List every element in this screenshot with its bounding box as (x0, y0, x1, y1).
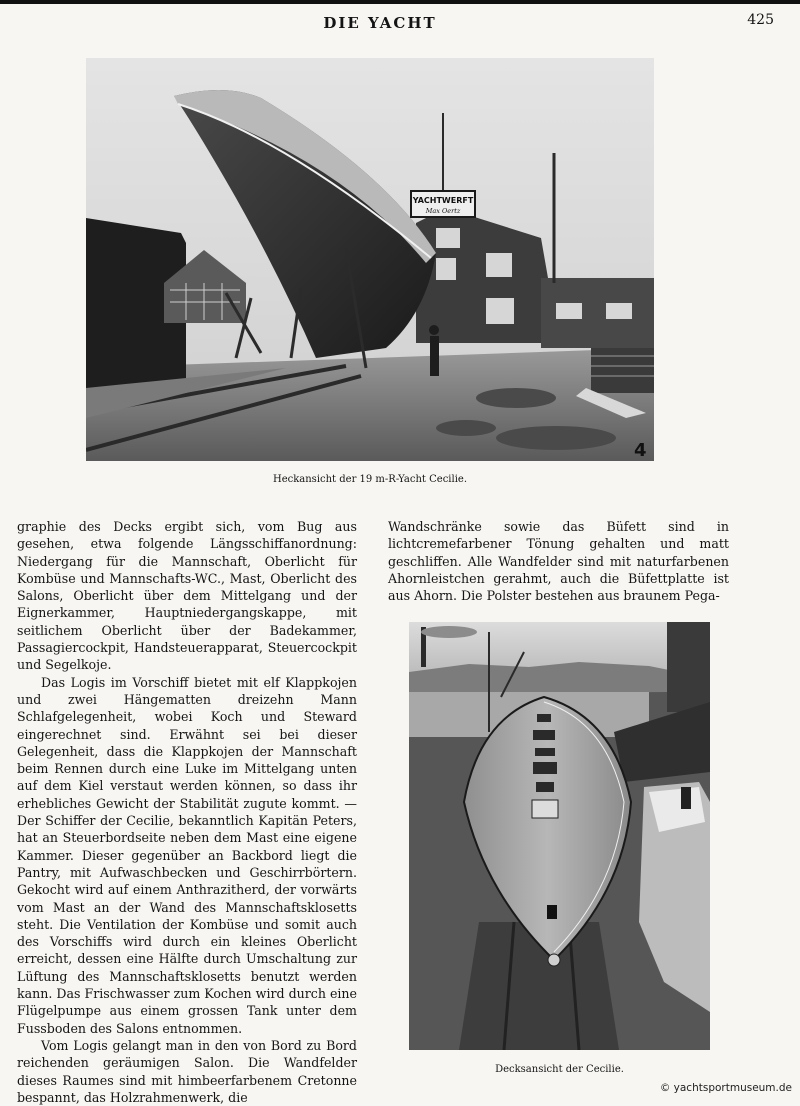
paragraph: Wandschränke sowie das Büfett sind in lichtcremefarbener Tönung gehalten und matt geschliffen. Alle Wandfelder sind mit naturfarbenen Ahornleistchen gerahmt, auch die Büfettplatte ist aus Ahorn. Die Polster bestehen aus braunem Pega- (388, 519, 729, 604)
figure-caption-deck: Decksansicht der Cecilie. (495, 1064, 624, 1075)
figure-stern-view-photo (86, 58, 654, 461)
body-column-left (17, 518, 357, 1106)
body-column-right (388, 518, 729, 604)
watermark: © yachtsportmuseum.de (659, 1082, 792, 1094)
figure-caption-stern: Heckansicht der 19 m-R-Yacht Cecilie. (272, 474, 467, 485)
paragraph: Vom Logis gelangt man in den von Bord zu Bord reichenden geräumigen Salon. Die Wandfelder dieses Raumes sind mit himbeerfarbenem Cretonne bespannt, das Holzrahmenwerk, die (17, 1037, 357, 1105)
running-head: DIE YACHT (323, 14, 437, 32)
paragraph: graphie des Decks ergibt sich, vom Bug aus gesehen, etwa folgende Längsschiffanordnung: Niedergang für die Mannschaft, Oberlicht für Kombüse und Mannschafts-WC., Mast, Oberlicht des Salons, Oberlicht über dem Mittelgang und der Eignerkammer, Hauptniedergangskappe, mit seitlichem Oberlicht über der Badekammer, Passagiercockpit, Handsteuerapparat, Steuercockpit und Segelkoje. (17, 519, 357, 673)
top-border (0, 0, 800, 4)
shipyard-sign-subtext: Max Oertz (425, 207, 461, 215)
plate-number: 4 (634, 440, 647, 461)
figure-deck-view-photo (409, 622, 710, 1050)
shipyard-sign-text: YACHTWERFT (412, 196, 474, 205)
paragraph: Das Logis im Vorschiff bietet mit elf Klappkojen und zwei Hängematten dreizehn Mann Schlafgelegenheit, wobei Koch und Steward eingerechnet sind. Erwähnt sei bei dieser Gelegenheit, dass die Klappkojen der Mannschaft beim Rennen durch eine Luke im Mittelgang unten auf dem Kiel verstaut werden können, so dass ihr erhebliches Gewicht der Stabilität zugute kommt. — Der Schiffer der Cecilie, bekanntlich Kapitän Peters, hat an Steuerbordseite neben dem Mast eine eigene Kammer. Dieser gegenüber an Backbord liegt die Pantry, mit Aufwaschbecken und Geschirrbörtern. Gekocht wird auf einem Anthrazitherd, der vorwärts vom Mast an der Wand des Mannschaftsklosetts steht. Die Ventilation der Kombüse und somit auch des Vorschiffs wird durch ein kleines Oberlicht erreicht, dessen eine Hälfte durch Umschaltung zur Lüftung des Mannschaftsklosetts benutzt werden kann. Das Frischwasser zum Kochen wird durch eine Flügelpumpe aus einem grossen Tank unter dem Fussboden des Salons entnommen. (17, 674, 357, 1036)
page-number: 425 (747, 12, 774, 28)
